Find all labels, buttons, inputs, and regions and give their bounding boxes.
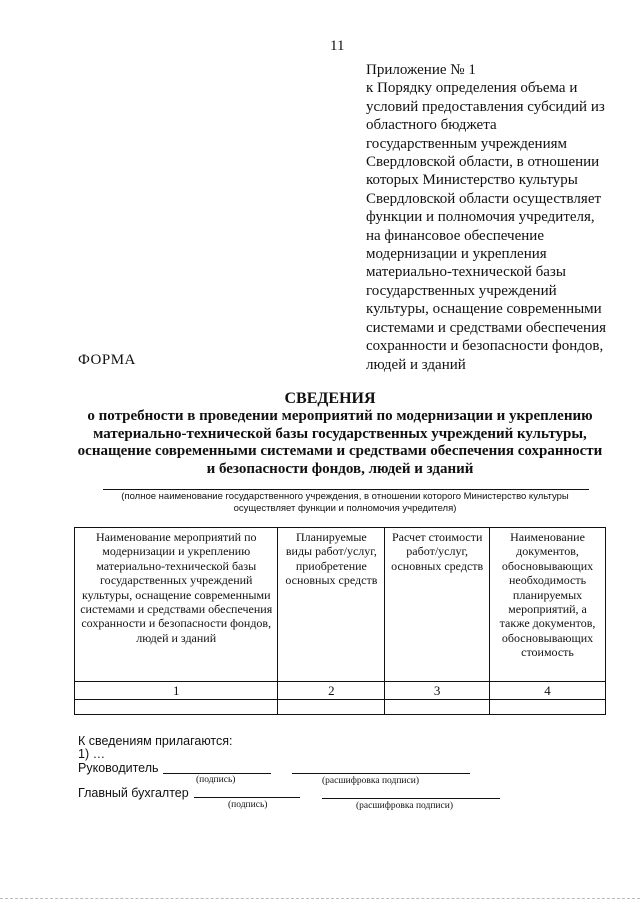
head-decoding-line[interactable]	[292, 773, 470, 774]
table-header-row	[75, 528, 606, 682]
column-header-measures: Наименование мероприятий по модернизации и укреплению материально-технической базы государственных учреждений культуры, оснащение современными системами и средствами обеспечения сохранности и безопасности фондов, людей и зданий	[75, 528, 278, 682]
head-signature-line[interactable]	[163, 773, 271, 774]
appendix-line: системами и средствами обеспечения	[366, 319, 607, 336]
head-label: Руководитель	[78, 761, 159, 775]
appendix-line: Свердловской области, в отношении	[366, 154, 600, 171]
document-subtitle	[70, 408, 610, 478]
table-cell[interactable]	[490, 700, 606, 715]
column-header-cost: Расчет стоимости работ/услуг, основных средств	[385, 528, 490, 682]
page-number: 11	[330, 38, 345, 54]
column-number: 1	[75, 682, 278, 700]
form-label: ФОРМА	[78, 352, 136, 368]
subtitle-line: и безопасности фондов, людей и зданий	[206, 460, 474, 477]
table-cell[interactable]	[385, 700, 490, 715]
appendix-line: Свердловской области осуществляет	[366, 190, 602, 207]
accountant-decoding-line[interactable]	[322, 798, 500, 799]
appendix-line: государственных учреждений	[366, 282, 557, 299]
subtitle-line: оснащение современными системами и средствами обеспечения сохранности	[77, 443, 603, 459]
column-header-works: Планируемые виды работ/услуг, приобретение основных средств	[278, 528, 385, 682]
subtitle-line: материально-технической базы государственных учреждений культуры,	[93, 425, 587, 442]
appendix-line: Приложение № 1	[366, 62, 476, 78]
appendix-line: государственным учреждениям	[366, 135, 567, 152]
page-edge-divider	[0, 898, 640, 899]
appendix-line: функции и полномочия учредителя,	[366, 209, 595, 226]
column-number: 2	[278, 682, 385, 700]
org-hint-line: (полное наименование государственного учреждения, в отношении которого Министерство культуры	[121, 491, 569, 502]
attachments-label: К сведениям прилагаются:	[78, 734, 233, 748]
table-row	[75, 700, 606, 715]
table-cell[interactable]	[75, 700, 278, 715]
column-number: 3	[385, 682, 490, 700]
appendix-line: сохранности и безопасности фондов,	[366, 338, 604, 355]
appendix-line: областного бюджета	[366, 117, 497, 134]
column-header-documents: Наименование документов, обосновывающих необходимость планируемых мероприятий, а также документов, обосновывающих стоимость	[490, 528, 606, 682]
organization-name-hint	[90, 491, 600, 515]
appendix-line: людей и зданий	[366, 356, 466, 373]
organization-name-line	[103, 489, 589, 490]
needs-table	[74, 527, 606, 715]
document-title: СВЕДЕНИЯ	[284, 390, 376, 407]
appendix-line: к Порядку определения объема и	[366, 80, 578, 97]
appendix-line: на финансовое обеспечение	[366, 227, 544, 244]
head-signature-hint: (подпись)	[196, 775, 236, 785]
subtitle-line: о потребности в проведении мероприятий по модернизации и укреплению	[87, 408, 593, 424]
accountant-decoding-hint: (расшифровка подписи)	[356, 801, 453, 811]
appendix-line: культуры, оснащение современными	[366, 301, 602, 318]
accountant-signature-line[interactable]	[194, 797, 300, 798]
table-number-row	[75, 682, 606, 700]
appendix-line: которых Министерство культуры	[366, 172, 578, 189]
org-hint-line: осуществляет функции и полномочия учредителя)	[233, 503, 457, 514]
appendix-line: условий предоставления субсидий из	[366, 98, 605, 115]
attachment-item: 1) …	[78, 747, 106, 761]
appendix-line: материально-технической базы	[366, 264, 566, 281]
head-decoding-hint: (расшифровка подписи)	[322, 776, 419, 786]
accountant-signature-hint: (подпись)	[228, 800, 268, 810]
appendix-line: модернизации и укрепления	[366, 246, 547, 263]
table-cell[interactable]	[278, 700, 385, 715]
column-number: 4	[490, 682, 606, 700]
accountant-label: Главный бухгалтер	[78, 786, 189, 800]
attachments-block	[78, 735, 233, 761]
appendix-block	[366, 61, 628, 374]
